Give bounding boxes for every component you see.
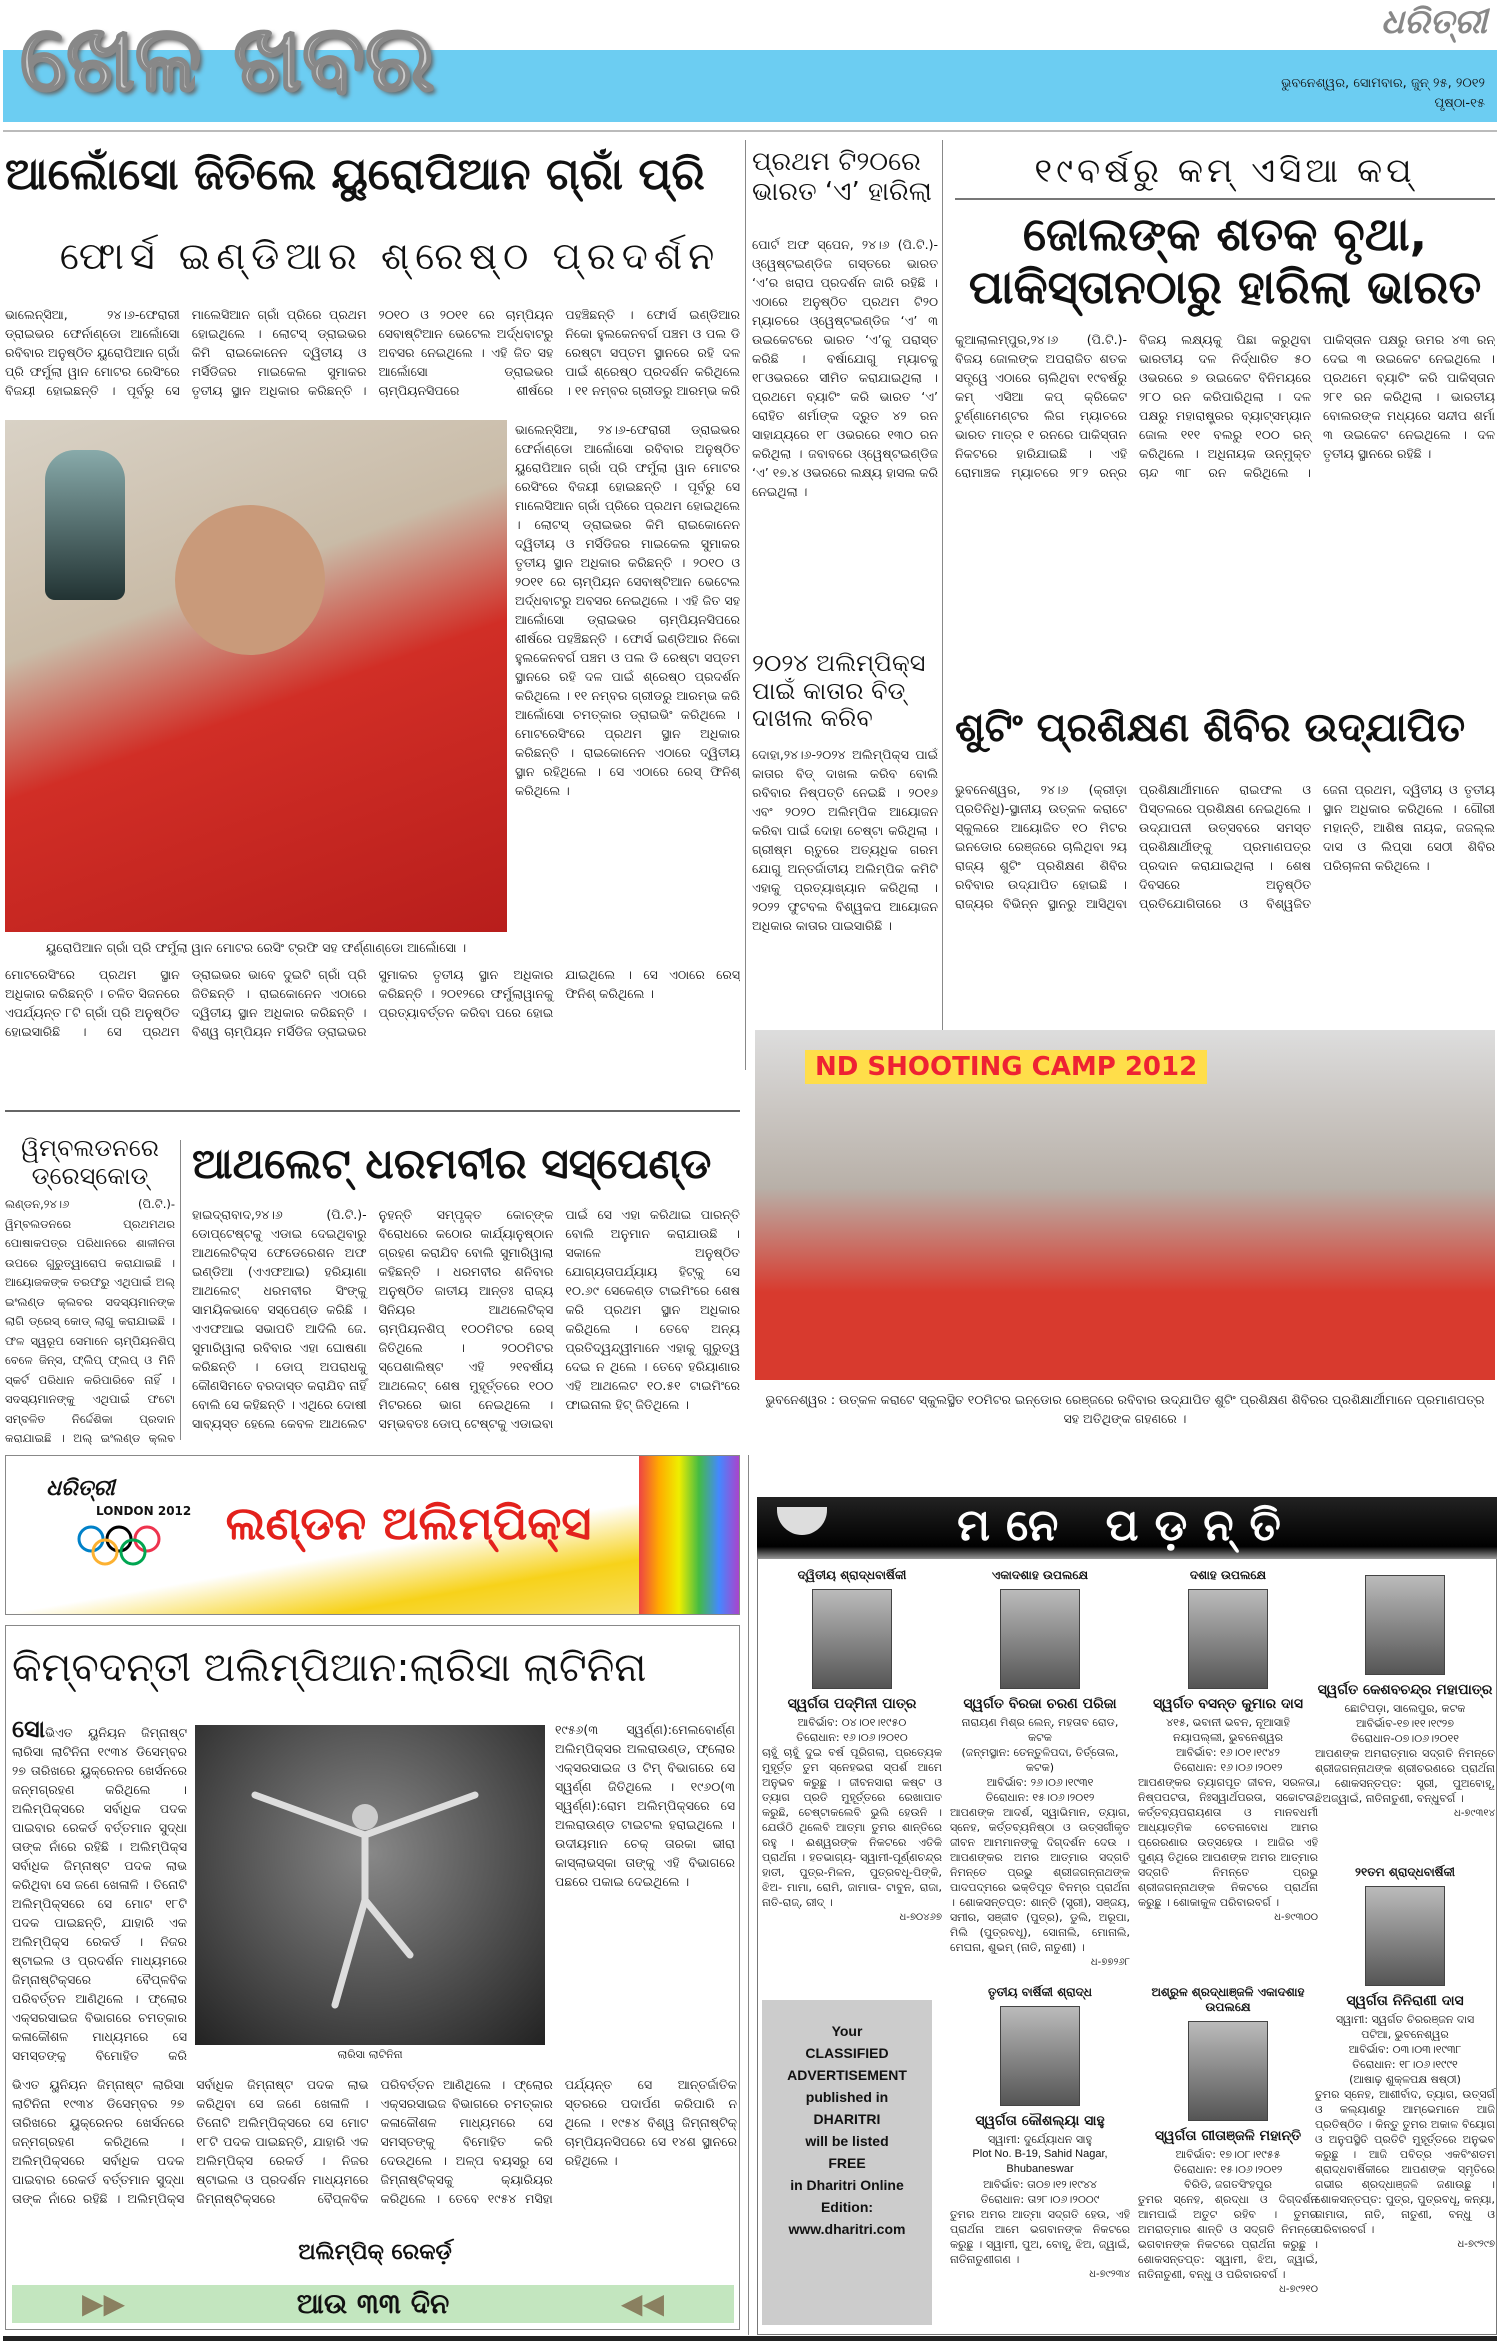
obit-text: ଆପଣଙ୍କ ଆଦର୍ଶ, ସ୍ୱାଭିମାନ, ତ୍ୟାଗ, ସ୍ନେହ, କର୍ତ୍ତବ୍ୟନିଷ୍ଠା ଓ ଉତ୍ସର୍ଗୀକୃତ ଜୀବନ ଆମମାନଙ୍କୁ ଦିଗ୍‌ଦର୍ଶନ ଦେଉ । ଆପଣଙ୍କର ଅମର ଆତ୍ମାର ସଦ୍‌ଗତି ନିମନ୍ତେ ପ୍ରଭୁ ଶ୍ରୀଜଗନ୍ନାଥଙ୍କ ପାଦପଦ୍ମରେ ଭକ୍ତିପୂତ ବିନମ୍ର ପ୍ରାର୍ଥନା । ଶୋକସନ୍ତପ୍ତ: ଶାନ୍ତି (ସ୍ତ୍ରୀ), ସଞ୍ଜୟ, ସମୀର, ସଞ୍ଜୀବ (ପୁତ୍ର), ଡୁଲି, ଅରୂପା, ମିଲି (ପୁତ୍ରବଧୂ), ସୋନାଲି, ମୋନାଲି, ମେଘନା, ଶୁଭମ୍ (ନାତି, ନାତୁଣୀ) । xyxy=(950,1806,1130,1954)
obit-occasion: ଅଶ୍ରୁଳ ଶ୍ରଦ୍ଧାଞ୍ଜଳି ଏକାଦଶାହ ଉପଲକ୍ଷେ xyxy=(1151,1985,1305,2014)
shooting-headline: ଶୁଟିଂ ପ୍ରଶିକ୍ଷଣ ଶିବିର ଉଦ୍‌ଯାପିତ xyxy=(955,705,1466,751)
obit-line: ଆବିର୍ଭାବ: ୦୩।୦୩।୧୯୩୮ xyxy=(1348,2043,1462,2056)
mascots-image xyxy=(639,1456,739,1615)
t20-body: ପୋର୍ଟ ଅଫ ସ୍ପେନ, ୨୪।୬ (ପି.ଟି.)-ଓ୍ୱେଷ୍ଟଇଣ୍ଡିଜ ଗସ୍ତରେ ଭାରତ ‘ଏ’ର ଖରାପ ପ୍ରଦର୍ଶନ ଜାରି ରହିଛି । ଏଠାରେ ଅନୁଷ୍ଠିତ ପ୍ରଥମ ଟି୨୦ ମ୍ୟାଚରେ ଓ୍ୱେଷ୍ଟଇଣ୍ଡିଜ ‘ଏ’ ୩ ଉଇକେଟରେ ଭାରତ ‘ଏ’କୁ ପରାସ୍ତ କରିଛି । ବର୍ଷାଯୋଗୁ ମ୍ୟାଚକୁ ୧୮ଓଭରରେ ସୀମିତ କରାଯାଇଥିଲା । ପ୍ରଥମେ ବ୍ୟାଟିଂ କରି ଭାରତ ‘ଏ’ ରୋହିତ ଶର୍ମାଙ୍କ ଦ୍ରୁତ ୪୨ ରନ ସାହାଯ୍ୟରେ ୧୮ ଓଭରରେ ୧୩୦ ରନ କରିଥିଲା । ଜବାବରେ ଓ୍ୱେଷ୍ଟଇଣ୍ଡିଜ ‘ଏ’ ୧୭.୪ ଓଭରରେ ଲକ୍ଷ୍ୟ ହାସଲ କରି ନେଇଥିଲା । xyxy=(752,237,938,499)
obit-line: ତିରୋଧାନ: ତା୨୮।୦୬।୨୦୦୯ xyxy=(980,2193,1100,2206)
ad-link[interactable]: www.dharitri.com xyxy=(788,2221,906,2237)
obit-line: (ଜନ୍ମସ୍ଥାନ: ତେନ୍ତୁଳିପଦା, ତିର୍ତ୍ତୋଲ, କଟକ) xyxy=(961,1746,1119,1774)
column-rule xyxy=(748,1455,749,2335)
dropcap: ସୋ xyxy=(12,1720,46,1743)
obit-code: ଧ-୭୯୩୦୦ xyxy=(1274,1912,1318,1923)
divider xyxy=(3,130,1497,132)
ad-line: Edition: xyxy=(820,2199,874,2215)
obit-line: ୪୧୫, ଭବାନୀ ଭବନ, ନୂଆସାହି xyxy=(1166,1716,1290,1729)
alonso-headline: ଆଲୋଁସୋ ଜିତିଲେ ୟୁରୋପିଆନ ଗ୍ରାଁ ପ୍ରି xyxy=(5,149,705,200)
obituary xyxy=(762,1568,942,1925)
ad-line: ADVERTISEMENT xyxy=(787,2067,907,2083)
divider xyxy=(5,1110,740,1112)
gymnast-figure xyxy=(195,1725,545,2045)
ad-line: DHARITRI xyxy=(813,2111,881,2127)
obit-line: ଆବିର୍ଭାବ: ତା୦୭।୧୨।୧୯୪୪ xyxy=(983,2178,1097,2191)
qatar-headline: ୨୦୨୪ ଅଲିମ୍ପିକ୍ସ ପାଇଁ କାତାର ବିଡ୍ ଦାଖଲ କରିବ xyxy=(752,649,926,733)
obit-line: ନାରାୟଣ ମିଶ୍ର ଲେନ୍, ମହତାବ ରୋଡ, କଟକ xyxy=(961,1716,1119,1744)
memorial-title: ମନେ ପଡ଼ନ୍ତି xyxy=(957,1500,1297,1551)
obit-code: ଧ-୭୯୨୧୦ xyxy=(1279,2284,1318,2295)
classified-ad[interactable] xyxy=(762,2000,932,2325)
obit-name: ସ୍ୱର୍ଗତ ବସନ୍ତ କୁମାର ଦାସ xyxy=(1153,1696,1303,1712)
divider xyxy=(955,198,1495,200)
column-rule xyxy=(942,140,943,1075)
obit-name: ସ୍ୱର୍ଗତ କେଶବଚନ୍ଦ୍ର ମହାପାତ୍ର xyxy=(1317,1682,1493,1698)
obit-line: ତିରୋଧାନ: ୧୬।୦୬।୨୦୧୨ xyxy=(1173,1761,1283,1774)
obit-line: (ଆଷାଢ଼ ଶୁକ୍ଳପକ୍ଷ ଷଷ୍ଠୀ) xyxy=(1349,2073,1461,2086)
obituary xyxy=(950,1985,1130,2282)
london-olympics-banner xyxy=(5,1455,740,1615)
paper-logo: ଧରିତ୍ରୀ xyxy=(1380,2,1487,42)
alonso-caption: ୟୁରୋପିଆନ ଗ୍ରାଁ ପ୍ରି ଫର୍ମୁଲା ୱାନ ମୋଟର ରେସିଂ ଟ୍ରଫି ସହ ଫର୍ଣ୍ଣାଣ୍ଡୋ ଆଲୋଁସୋ । xyxy=(45,940,467,955)
obit-code: ଧ-୭୯୨୩୪ xyxy=(1089,2269,1130,2280)
olympic-record-subhead: ଅଲିମ୍ପିକ୍ ରେକର୍ଡ଼ xyxy=(298,2240,452,2265)
countdown-bar xyxy=(12,2285,734,2323)
qatar-body: ଦୋହା,୨୪।୬-୨୦୨୪ ଅଲିମ୍ପିକ୍ସ ପାଇଁ କାତାର ବିଡ୍ ଦାଖଲ କରିବ ବୋଲି ରବିବାର ନିଷ୍ପତ୍ତି ନେଇଛି । ୨୦୧୬ ଏବଂ ୨୦୨୦ ଅଲିମ୍ପିକ ଆୟୋଜନ କରିବା ପାଇଁ ଦୋହା ଚେଷ୍ଟା କରିଥିଲା । ଗ୍ରୀଷ୍ମ ଋତୁରେ ଅତ୍ୟଧିକ ଗରମ ଯୋଗୁ ଅନ୍ତର୍ଜାତୀୟ ଅଲିମ୍ପିକ କମିଟି ଏହାକୁ ପ୍ରତ୍ୟାଖ୍ୟାନ କରିଥିଲା । ୨୦୨୨ ଫୁଟବଲ ବିଶ୍ୱକପ ଆୟୋଜନ ଅଧିକାର କାତାର ପାଇସାରିଛି । xyxy=(752,747,938,933)
obit-line: ଆବିର୍ଭାବ: ୧୭।୦୮।୧୯୫୫ xyxy=(1175,2148,1281,2161)
obit-name: ସ୍ୱର୍ଗତ ବିରଜା ଚରଣ ପରିଜା xyxy=(963,1696,1117,1712)
page-number: ପୃଷ୍ଠା-୧୫ xyxy=(1434,96,1485,111)
obit-line: ବିରିଡି, ଜଗତସିଂହପୁର xyxy=(1184,2178,1272,2191)
forward-arrow-icon: ▶▶ xyxy=(82,2287,126,2320)
alonso-photo xyxy=(5,420,507,932)
obit-photo xyxy=(1000,2006,1080,2106)
obituary xyxy=(1138,1985,1318,2297)
latynina-body-right: ୧୯୫୬(୩ ସ୍ୱର୍ଣ୍ଣ):ମେଲବୋର୍ଣ୍ଣ ଅଲିମ୍ପିକ୍ସର ଅଲରାଉଣ୍ଡ, ଫ୍ଲୋର ଏକ୍ସରସାଇଜ ଓ ଟିମ୍ ବିଭାଗରେ ସେ ସ୍ୱର୍ଣ୍ଣ ଜିତିଥିଲେ । ୧୯୬୦(୩ ସ୍ୱର୍ଣ୍ଣ):ରୋମ ଅଲିମ୍ପିକ୍ସରେ ସେ ଅଲରାଉଣ୍ଡ ଟାଇଟଲ ହରାଇଥିଲେ । ଉଦୀୟମାନ ଚେକ୍ ତାରକା ଭୀରା କାସ୍ଲାଭସ୍କା ତାଙ୍କୁ ଏହି ବିଭାଗରେ ପଛରେ ପକାଇ ଦେଇଥିଲେ । xyxy=(555,1722,735,1889)
wimbledon-headline: ୱିମ୍ବଲଡନରେ ଡ୍ରେସ୍‌କୋଡ୍ xyxy=(21,1134,159,1190)
ad-line: CLASSIFIED xyxy=(805,2045,889,2061)
obit-line: ଛୋଟିପଡ଼ା, ସାଲେପୁର, କଟକ xyxy=(1344,1702,1466,1715)
alonso-body-bottom: ମୋଟରେସିଂରେ ପ୍ରଥମ ସ୍ଥାନ ଅଧିକାର କରିଛନ୍ତି । ଚଳିତ ସିଜନରେ ଏପର୍ଯ୍ୟନ୍ତ ୮ଟି ଗ୍ରାଁ ପ୍ରି ଅନୁଷ୍ଠିତ ହୋଇସାରିଛି । ସେ ପ୍ରଥମ ଡ୍ରାଇଭର ଭାବେ ଦୁଇଟି ଗ୍ରାଁ ପ୍ରି ଜିତିଛନ୍ତି । ରାଇକୋନେନ ଏଠାରେ ଦ୍ୱିତୀୟ ସ୍ଥାନ ଅଧିକାର କରିଛନ୍ତି । ବିଶ୍ୱ ଚାମ୍ପିୟନ ମର୍ସିଡିଜ ଡ୍ରାଇଭର ସୁମାକର ତୃତୀୟ ସ୍ଥାନ ଅଧିକାର କରିଛନ୍ତି । ୨୦୧୨ରେ ଫର୍ମୁଲାୱାନକୁ ପ୍ରତ୍ୟାବର୍ତ୍ତନ କରିବା ପରେ ହୋଇ ଯାଇଥିଲେ । ସେ ଏଠାରେ ରେସ୍ ଫିନିଶ୍ କରିଥିଲେ । xyxy=(5,967,740,1039)
obit-line: ତିରୋଧାନ: ୧୮।୦୬।୧୯୯୧ xyxy=(1352,2058,1458,2071)
obit-text: ଆପଣଙ୍କ ଅମରାତ୍ମାର ସଦ୍‌ଗତି ନିମନ୍ତେ ଶ୍ରୀଜଗନ୍ନାଥଙ୍କ ଶ୍ରୀଚରଣରେ ପ୍ରାର୍ଥନା । ଶୋକସନ୍ତପ୍ତ: ସ୍ତ୍ରୀ, ପୁଅବୋହୂ, ଝିଅଜ୍ୱାଇଁ, ନାତିନାତୁଣୀ, ବନ୍ଧୁବର୍ଗ । xyxy=(1315,1747,1495,1805)
ad-line: published in xyxy=(805,2089,889,2105)
latynina-body-left xyxy=(12,1720,187,2062)
bottom-rule xyxy=(3,2336,1497,2341)
obit-text: ତୁମର ସ୍ନେହ, ଶ୍ରଦ୍ଧା ଓ ଦିଗ୍‌ଦର୍ଶନ ଆମପାଇଁ ଅତୁଟ ରହିବ । ତୁମର ଅମରାତ୍ମାର ଶାନ୍ତି ଓ ସଦ୍‌ଗତି ନିମନ୍ତେ ଭଗବାନଙ୍କ ନିକଟରେ ପ୍ରାର୍ଥନା କରୁଛୁ । ଶୋକସନ୍ତପ୍ତ: ସ୍ୱାମୀ, ଝିଅ, ଜ୍ୱାଇଁ, ନାତିନାତୁଣୀ, ବନ୍ଧୁ ଓ ପରିବାରବର୍ଗ । xyxy=(1138,2193,1318,2281)
obit-occasion: ଏକାଦଶାହ ଉପଲକ୍ଷେ xyxy=(991,1568,1089,1582)
obit-photo xyxy=(812,1589,892,1689)
obit-line: ସ୍ୱାମୀ: ସ୍ୱର୍ଗତ ଚିରରଞ୍ଜନ ଦାସ xyxy=(1335,2013,1475,2026)
camp-banner: ND SHOOTING CAMP 2012 xyxy=(805,1050,1207,1084)
ad-line: FREE xyxy=(828,2155,866,2171)
asia-kicker: ୧୯ବର୍ଷରୁ କମ୍ ଏସିଆ କପ୍ xyxy=(1034,151,1416,191)
obit-occasion: ଦ୍ୱିତୀୟ ଶ୍ରାଦ୍ଧବାର୍ଷିକୀ xyxy=(797,1568,907,1582)
column-rule xyxy=(745,140,746,1070)
ad-line: Your xyxy=(831,2023,863,2039)
obit-photo xyxy=(1365,1886,1445,1986)
obit-code: ଧ-୭୭୨୬୮ xyxy=(1090,1957,1130,1968)
obit-name: ସ୍ୱର୍ଗତା ଗୀତାଞ୍ଜଳି ମହାନ୍ତି xyxy=(1154,2128,1302,2144)
obit-line: ତିରୋଧାନ: ୧୬।୦୬।୨୦୧୦ xyxy=(796,1731,908,1744)
shooting-photo xyxy=(755,1030,1495,1380)
shooting-body: ଭୁବନେଶ୍ୱର, ୨୪।୬ (କ୍ରୀଡ଼ା ପ୍ରତିନିଧି)-ସ୍ଥାନୀୟ ଉତ୍କଳ କରାଟେ ସ୍କୁଲରେ ଆୟୋଜିତ ୧୦ ମିଟର ଇନଡୋର ରେଞ୍ଜରେ ଚାଲିଥିବା ୨ୟ ରାଜ୍ୟ ଶୁଟିଂ ପ୍ରଶିକ୍ଷଣ ଶିବିର ରବିବାର ଉଦ୍‌ଯାପିତ ହୋଇଛି । ରାଜ୍ୟର ବିଭିନ୍ନ ସ୍ଥାନରୁ ଆସିଥିବା ପ୍ରଶିକ୍ଷାର୍ଥୀମାନେ ରାଇଫଲ ଓ ପିସ୍ତଲରେ ପ୍ରଶିକ୍ଷଣ ନେଇଥିଲେ । ଉଦ୍‌ଯାପନୀ ଉତ୍ସବରେ ସମସ୍ତ ପ୍ରଶିକ୍ଷାର୍ଥୀଙ୍କୁ ପ୍ରମାଣପତ୍ର ପ୍ରଦାନ କରାଯାଇଥିଲା । ଶେଷ ଦିବସରେ ଅନୁଷ୍ଠିତ ପ୍ରତିଯୋଗିତାରେ ଓ ବିଶ୍ୱଜିତ ଜେନା ପ୍ରଥମ, ଦ୍ୱିତୀୟ ଓ ତୃତୀୟ ସ୍ଥାନ ଅଧିକାର କରିଥିଲେ । ଗୌରୀ ମହାନ୍ତି, ଆଶିଷ ନାୟକ, ଜଜଲ୍ଲ ଦାସ ଓ ଲିପ୍ସା ସେଠୀ ଶିବିର ପରିଚାଳନା କରିଥିଲେ । xyxy=(955,782,1495,911)
london-2012-logo: LONDON 2012 xyxy=(96,1504,192,1518)
driver-face xyxy=(175,505,325,655)
wimbledon-body: ଲଣ୍ଡନ,୨୪।୬ (ପି.ଟି.)-ୱିମ୍ବଲଡନରେ ପ୍ରଥମଥର ପୋଷାକପତ୍ର ପରିଧାନରେ ଶାଳୀନତା ଉପରେ ଗୁରୁତ୍ୱାରୋପ କରାଯାଇଛି । ଆୟୋଜକଙ୍କ ତରଫରୁ ଏଥିପାଇଁ ଅଲ୍ ଇଂଲଣ୍ଡ କ୍ଲବର ସଦସ୍ୟମାନଙ୍କ ଲାଗି ଡ୍ରେସ୍ କୋଡ୍ ଲାଗୁ କରାଯାଇଛି । ଫଳ ସ୍ୱରୂପ ସେମାନେ ଚାମ୍ପିୟନଶିପ୍ ବେଳେ ଜିନ୍ସ, ଫ୍ଲିପ୍ ଫ୍ଲପ୍ ଓ ମିନି ସ୍କର୍ଟ ପରିଧାନ କରିପାରିବେ ନାହିଁ । ସଦସ୍ୟମାନଙ୍କୁ ଏଥିପାଇଁ ଫଟୋ ସମ୍ବଳିତ ନିର୍ଦ୍ଦେଶିକା ପ୍ରଦାନ କରାଯାଇଛି । ଅଲ୍ ଇଂଲଣ୍ଡ କ୍ଲବ xyxy=(5,1197,175,1445)
obit-photo xyxy=(1188,1589,1268,1689)
obituary xyxy=(1315,1865,1495,2252)
back-arrow-icon: ◀◀ xyxy=(620,2287,664,2320)
obit-photo xyxy=(1188,2021,1268,2121)
obit-code: ଧ-୭୯୩୧୪ xyxy=(1454,1808,1495,1819)
obit-occasion: ଦଶାହ ଉପଲକ୍ଷେ xyxy=(1189,1568,1267,1582)
obituary xyxy=(1138,1568,1318,1925)
obit-text: ଆପଣଙ୍କର ତ୍ୟାଗପୂତ ଜୀବନ, ସରଳତା, ନିଷ୍ପପଟତା, ନିଃସ୍ୱାର୍ଥପରତା, ସଚ୍ଚୋଟତା, କର୍ତ୍ତବ୍ୟପରାୟଣତା ଓ ମାନବଧର୍ମୀ ଆଧ୍ୟାତ୍ମିକ ଚେତନାବୋଧ ଆମର ପ୍ରେରଣାର ଉତ୍ସହେଉ । ଆଜିର ଏହି ପୁଣ୍ୟ ତିଥିରେ ଆପଣଙ୍କ ଅମର ଆତ୍ମାର ସଦ୍‌ଗତି ନିମନ୍ତେ ପ୍ରଭୁ ଶ୍ରୀଜଗନ୍ନାଥଙ୍କ ନିକଟରେ ପ୍ରାର୍ଥନା କରୁଛୁ । ଶୋକାକୁଳ ପରିବାରବର୍ଗ । xyxy=(1138,1776,1318,1909)
obit-photo xyxy=(1365,1575,1445,1675)
lamp-icon xyxy=(777,1507,827,1535)
obit-name: ସ୍ୱର୍ଗତା କୌଶଲ୍ୟା ସାହୁ xyxy=(975,2113,1105,2129)
obit-code: ଧ-୭୯୨୯୭ xyxy=(1457,2239,1495,2250)
obit-code: ଧ-୭୦୪୬୭ xyxy=(899,1912,942,1923)
shooting-caption: ଭୁବନେଶ୍ୱର : ଉତ୍କଳ କରାଟେ ସ୍କୁଲସ୍ଥିତ ୧୦ମିଟର ଇନ୍‌ଡୋର ରେଞ୍ଜରେ ରବିବାର ଉଦ୍‌ଯାପିତ ଶୁଟିଂ ପ୍ରଶିକ୍ଷଣ ଶିବିରର ପ୍ରଶିକ୍ଷାର୍ଥୀମାନେ ପ୍ରମାଣପତ୍ର ସହ ଅତିଥିଙ୍କ ଗହଣରେ । xyxy=(765,1392,1485,1426)
asia-body: କୁଆଲାଲମ୍ପୁର,୨୪।୬ (ପି.ଟି.)-ବିଜୟ ଜୋଲଙ୍କ ଅପରାଜିତ ଶତକ ସତ୍ତ୍ୱେ ଏଠାରେ ଚାଲିଥିବା ୧୯ବର୍ଷରୁ କମ୍ ଏସିଆ କପ୍ କ୍ରିକେଟ ଟୁର୍ଣ୍ଣାମେଣ୍ଟର ଲିଗ ମ୍ୟାଚରେ ଭାରତ ମାତ୍ର ୧ ରନରେ ପାକିସ୍ତାନ ନିକଟରେ ହାରିଯାଇଛି । ଏହି ରୋମାଞ୍ଚକ ମ୍ୟାଚରେ ୨୮୨ ରନ୍‌ର ବିଜୟ ଲକ୍ଷ୍ୟକୁ ପିଛା କରୁଥିବା ଭାରତୀୟ ଦଳ ନିର୍ଦ୍ଧାରିତ ୫୦ ଓଭରରେ ୭ ଉଇକେଟ ବିନିମୟରେ ୨୮୦ ରନ କରିପାରିଥିଲା । ଦଳ ପକ୍ଷରୁ ମହାରାଷ୍ଟ୍ରର ବ୍ୟାଟ୍ସମ୍ୟାନ ଜୋଲ ୧୧୧ ବଲରୁ ୧୦୦ ରନ୍ କରିଥିଲେ । ଅଧିନାୟକ ଉନ୍ମୁକ୍ତ ଚାନ୍ଦ ୩୮ ରନ କରିଥିଲେ । ପାକିସ୍ତାନ ପକ୍ଷରୁ ଉମର ୪୩ ରନ୍ ଦେଇ ୩ ଉଇକେଟ ନେଇଥିଲେ । ପ୍ରଥମେ ବ୍ୟାଟିଂ କରି ପାକିସ୍ତାନ ୨୮୧ ରନ କରିଥିଲା । ଭାରତୀୟ ବୋଲରଙ୍କ ମଧ୍ୟରେ ସନ୍ଦୀପ ଶର୍ମା ୩ ଉଇକେଟ ନେଇଥିଲେ । ଦଳ ତୃତୀୟ ସ୍ଥାନରେ ରହିଛି । xyxy=(955,332,1495,480)
obit-line: ଆବିର୍ଭାବ: ୨୬।୦୬।୧୯୩୧ xyxy=(986,1776,1094,1789)
latynina-caption: ଲାରିସା ଲାଟିନିନା xyxy=(337,2048,403,2061)
obit-text: ତୁମର ଅମର ଆତ୍ମା ସଦ୍‌ଗତି ହେଉ, ଏହି ପ୍ରାର୍ଥନା ଆମେ ଭଗବାନଙ୍କ ନିକଟରେ କରୁଛୁ । ସ୍ୱାମୀ, ପୁଅ, ବୋହୂ, ଝିଅ, ଜ୍ୱାଇଁ, ନାତିନାତୁଣୀଗଣ । xyxy=(950,2208,1130,2266)
obituary xyxy=(950,1568,1130,1970)
dharambir-headline: ଆଥଲେଟ୍ ଧରମବୀର ସସ୍‌ପେଣ୍ଡ xyxy=(192,1139,712,1188)
alonso-body: ଭାଲେନ୍ସିଆ, ୨୪।୬-ଫେରାରୀ ଡ୍ରାଇଭର ଫେର୍ନାଣ୍ଡୋ ଆଲୋଁସୋ ରବିବାର ଅନୁଷ୍ଠିତ ୟୁରୋପିଆନ ଗ୍ରାଁ ପ୍ରି ଫର୍ମୁଲା ୱାନ ମୋଟର ରେସିଂରେ ବିଜୟୀ ହୋଇଛନ୍ତି । ପୂର୍ବରୁ ସେ ମାଲେସିଆନ ଗ୍ରାଁ ପ୍ରିରେ ପ୍ରଥମ ହୋଇଥିଲେ । ଲୋଟସ୍ ଡ୍ରାଇଭର କିମି ରାଇକୋନେନ ଦ୍ୱିତୀୟ ଓ ମର୍ସିଡିଜର ମାଇକେଲ ସୁମାକର ତୃତୀୟ ସ୍ଥାନ ଅଧିକାର କରିଛନ୍ତି । ୨୦୧୦ ଓ ୨୦୧୧ ରେ ଚାମ୍ପିୟନ ସେବାଷ୍ଟିଆନ ଭେଟେଲ ଅର୍ଦ୍ଧବାଟରୁ ଅବସର ନେଇଥିଲେ । ଏହି ଜିତ ସହ ଆଲୋଁସୋ ଡ୍ରାଇଭର ଚାମ୍ପିୟନସିପରେ ଶୀର୍ଷରେ ପହଞ୍ଚିଛନ୍ତି । ଫୋର୍ସ ଇଣ୍ଡିଆର ନିକୋ ହୁଲକେନବର୍ଗ ପଞ୍ଚମ ଓ ପଲ ଡି ରେଷ୍ଟା ସପ୍ତମ ସ୍ଥାନରେ ରହି ଦଳ ପାଇଁ ଶ୍ରେଷ୍ଠ ପ୍ରଦର୍ଶନ କରିଥିଲେ । ୧୧ ନମ୍ବର ଗ୍ରୀଡରୁ ଆରମ୍ଭ କରି xyxy=(5,307,740,398)
obit-line: Bhubaneswar xyxy=(1006,2163,1074,2175)
olympic-rings-icon xyxy=(76,1521,166,1571)
obit-text: ତୁମର ସ୍ନେହ, ଆଶୀର୍ବାଦ, ତ୍ୟାଗ, ଉତ୍ସର୍ଗ ଓ କଲ୍ୟାଣରୁ ଆମ୍ଭେମାନେ ଆଜି ପ୍ରତିଷ୍ଠିତ । କିନ୍ତୁ ତୁମର ଅକାଳ ବିୟୋଗ ଓ ଅନୁପସ୍ଥିତି ପ୍ରତିଟି ମୁହୂର୍ତ୍ତରେ ଅନୁଭବ କରୁଛୁ । ଆଜି ପବିତ୍ର ଏକବିଂଶତମ ଶ୍ରାଦ୍ଧବାର୍ଷିକୀରେ ଆପଣଙ୍କ ସ୍ମୃତିରେ ଗଭୀର ଶ୍ରଦ୍ଧାଞ୍ଜଳି ଜଣାଉଛୁ । ଶୋକସନ୍ତପ୍ତ: ପୁତ୍ର, ପୁତ୍ରବଧୂ, କନ୍ୟା, ଜାମାତା, ନାତି, ନାତୁଣୀ, ବନ୍ଧୁ ଓ ପରିବାରବର୍ଗ । xyxy=(1315,2088,1495,2236)
obit-name: ସ୍ୱର୍ଗତା ନିନିରାଣୀ ଦାସ xyxy=(1346,1993,1464,2009)
obit-line: ପଟିଆ, ଭୁବନେଶ୍ୱର xyxy=(1361,2028,1449,2041)
memorial-header xyxy=(757,1497,1497,1559)
t20-headline: ପ୍ରଥମ ଟି୨୦ରେ ଭାରତ ‘ଏ’ ହାରିଲା xyxy=(752,147,932,207)
dateline xyxy=(1281,74,1485,114)
column-rule xyxy=(180,1140,181,1440)
latynina-body-bottom: ଭିଏତ ୟୁନିୟନ ଜିମ୍ନାଷ୍ଟ ଲାରିସା ଲାଟିନିନା ୧୯୩୪ ଡିସେମ୍ବର ୨୭ ତାରିଖରେ ୟୁକ୍ରେନର ଖେର୍ସନରେ ଜନ୍ମଗ୍ରହଣ କରିଥିଲେ । ଅଲିମ୍ପିକ୍ସରେ ସର୍ବାଧିକ ପଦକ ପାଇବାର ରେକର୍ଡ ବର୍ତ୍ତମାନ ସୁଦ୍ଧା ତାଙ୍କ ନାଁରେ ରହିଛି । ଅଲିମ୍ପିକ୍ସ ସର୍ବାଧିକ ଜିମ୍ନାଷ୍ଟ ପଦକ ଲାଭ କରିଥିବା ସେ ଜଣେ ଖେଳାଳି । ତିନୋଟି ଅଲିମ୍ପିକ୍ସରେ ସେ ମୋଟ ୧୮ଟି ପଦକ ପାଇଛନ୍ତି, ଯାହାରି ଏକ ଅଲିମ୍ପିକ୍ସ ରେକର୍ଡ । ନିଜର ଷ୍ଟାଇଲ ଓ ପ୍ରଦର୍ଶନ ମାଧ୍ୟମରେ ଜିମ୍ନାଷ୍ଟିକ୍ସରେ ବୈପ୍ଳବିକ ପରିବର୍ତ୍ତନ ଆଣିଥିଲେ । ଫ୍ଲୋର ଏକ୍ସରସାଇଜ ବିଭାଗରେ ଚମତ୍କାର କଳାକୌଶଳ ମାଧ୍ୟମରେ ସେ ସମସ୍ତଙ୍କୁ ବିମୋହିତ କରି ଦେଉଥିଲେ । ଅଳ୍ପ ବୟସରୁ ସେ ଜିମ୍ନାଷ୍ଟିକ୍ସକୁ କ୍ୟାରିୟର କରିଥିଲେ । ତେବେ ୧୯୫୪ ମସିହା ପର୍ଯ୍ୟନ୍ତ ସେ ଆନ୍ତର୍ଜାତିକ ସ୍ତରରେ ପଦାର୍ପଣ କରିପାରି ନ ଥିଲେ । ୧୯୫୪ ବିଶ୍ୱ ଜିମ୍ନାଷ୍ଟିକ୍ ଚାମ୍ପିୟନସିପରେ ସେ ୧୪ଶ ସ୍ଥାନରେ ରହିଥିଲେ । xyxy=(12,2077,737,2206)
asia-headline: ଜୋଲଙ୍କ ଶତକ ବୃଥା, ପାକିସ୍ତାନଠାରୁ ହାରିଲା ଭାରତ xyxy=(968,207,1482,314)
obit-line: ଆବିର୍ଭାବ: ୧୬।୦୧।୧୯୪୨ xyxy=(1176,1746,1280,1759)
obituary xyxy=(1315,1575,1495,1821)
banner-paper-logo: ଧରିତ୍ରୀ xyxy=(46,1476,115,1501)
obit-line: ଆବିର୍ଭାବ: ୦୪।୦୧।୧୯୫୦ xyxy=(797,1716,907,1729)
obit-line: ସ୍ୱାମୀ: ଦୁର୍ଯ୍ୟୋଧନ ସାହୁ xyxy=(988,2133,1092,2146)
obit-text: ଚାହୁଁ ଚାହୁଁ ଦୁଇ ବର୍ଷ ପୂରିଗଲା, ପ୍ରତ୍ୟେକ ମୁହୂର୍ତ୍ତ ତୁମ ସ୍ନେହଭରା ସ୍ପର୍ଶ ଆମେ ଅନୁଭବ କରୁଛୁ । ଜୀବନସାରା କଷ୍ଟ ଓ ତ୍ୟାଗ ପ୍ରତି ମୁହୂର୍ତ୍ତରେ ରେଖାପାତ କରୁଛି, ଚେଷ୍ଟାକଲେବି ଭୁଲି ହେଉନି । ଯେଉଁଠି ଥିଲେବି ଆତ୍ମା ତୁମର ଶାନ୍ତିରେ ରହୁ । ଈଶ୍ୱରଙ୍କ ନିକଟରେ ଏତିକି ପ୍ରାର୍ଥନା । ହତଭାଗ୍ୟ- ସ୍ୱାମୀ-ପୂର୍ଣ୍ଣଚନ୍ଦ୍ର ହାତୀ, ପୁତ୍ର-ମିଳନ, ପୁତ୍ରବଧୂ-ପିଙ୍କି, ଝିଅ- ମାମା, ରୋମି, ଜାମାତା- ଟାବୁନ, ରାଜା, ନାତି-ରାଜ୍, ରୀଦ୍ । xyxy=(762,1746,942,1909)
alonso-body-side: ଭାଲେନ୍ସିଆ, ୨୪।୬-ଫେରାରୀ ଡ୍ରାଇଭର ଫେର୍ନାଣ୍ଡୋ ଆଲୋଁସୋ ରବିବାର ଅନୁଷ୍ଠିତ ୟୁରୋପିଆନ ଗ୍ରାଁ ପ୍ରି ଫର୍ମୁଲା ୱାନ ମୋଟର ରେସିଂରେ ବିଜୟୀ ହୋଇଛନ୍ତି । ପୂର୍ବରୁ ସେ ମାଲେସିଆନ ଗ୍ରାଁ ପ୍ରିରେ ପ୍ରଥମ ହୋଇଥିଲେ । ଲୋଟସ୍ ଡ୍ରାଇଭର କିମି ରାଇକୋନେନ ଦ୍ୱିତୀୟ ଓ ମର୍ସିଡିଜର ମାଇକେଲ ସୁମାକର ତୃତୀୟ ସ୍ଥାନ ଅଧିକାର କରିଛନ୍ତି । ୨୦୧୦ ଓ ୨୦୧୧ ରେ ଚାମ୍ପିୟନ ସେବାଷ୍ଟିଆନ ଭେଟେଲ ଅର୍ଦ୍ଧବାଟରୁ ଅବସର ନେଇଥିଲେ । ଏହି ଜିତ ସହ ଆଲୋଁସୋ ଡ୍ରାଇଭର ଚାମ୍ପିୟନସିପରେ ଶୀର୍ଷରେ ପହଞ୍ଚିଛନ୍ତି । ଫୋର୍ସ ଇଣ୍ଡିଆର ନିକୋ ହୁଲକେନବର୍ଗ ପଞ୍ଚମ ଓ ପଲ ଡି ରେଷ୍ଟା ସପ୍ତମ ସ୍ଥାନରେ ରହି ଦଳ ପାଇଁ ଶ୍ରେଷ୍ଠ ପ୍ରଦର୍ଶନ କରିଥିଲେ । ୧୧ ନମ୍ବର ଗ୍ରୀଡରୁ ଆରମ୍ଭ କରି ଆଲୋଁସୋ ଚମତ୍କାର ଡ୍ରାଇଭିଂ କରିଥିଲେ । ମୋଟରେସିଂରେ ପ୍ରଥମ ସ୍ଥାନ ଅଧିକାର କରିଛନ୍ତି । ରାଇକୋନେନ ଏଠାରେ ଦ୍ୱିତୀୟ ସ୍ଥାନ ରହିଥିଲେ । ସେ ଏଠାରେ ରେସ୍ ଫିନିଶ୍ କରିଥିଲେ । xyxy=(515,422,740,798)
date: ଭୁବନେଶ୍ୱର, ସୋମବାର, ଜୁନ୍ ୨୫, ୨୦୧୨ xyxy=(1281,76,1485,91)
obit-line: ତିରୋଧାନ: ୧୫।୦୬।୨୦୧୨ xyxy=(985,1791,1095,1804)
latynina-headline: କିମ୍ବଦନ୍ତୀ ଅଲିମ୍ପିଆନ:ଲାରିସା ଲାଟିନିନା xyxy=(12,1645,647,1691)
obit-line: ନୟାପଲ୍ଲୀ, ଭୁବନେଶ୍ୱର xyxy=(1173,1731,1283,1744)
latynina-photo xyxy=(195,1725,545,2045)
obit-line: ଆବିର୍ଭାବ-୧୭।୧୧।୧୯୨୭ xyxy=(1355,1717,1455,1730)
section-title: ଖେଳ ଖବର xyxy=(20,5,435,112)
obit-occasion: ୨୧ତମ ଶ୍ରାଦ୍ଧବାର୍ଷିକୀ xyxy=(1354,1865,1456,1879)
obit-name: ସ୍ୱର୍ଗତା ପଦ୍ମିନୀ ପାତ୍ର xyxy=(787,1696,917,1712)
obit-line: Plot No. B-19, Sahid Nagar, xyxy=(972,2148,1108,2160)
alonso-subhead: ଫୋର୍ସ ଇଣ୍ଡିଆର ଶ୍ରେଷ୍ଠ ପ୍ରଦର୍ଶନ xyxy=(59,234,721,278)
ad-line: in Dharitri Online xyxy=(790,2177,904,2193)
countdown-text: ଆଉ ୩୩ ଦିନ xyxy=(296,2287,450,2320)
obit-line: ତିରୋଧାନ-୦୭।୦୬।୨୦୧୧ xyxy=(1351,1732,1459,1745)
obit-occasion: ତୃତୀୟ ବାର୍ଷିକୀ ଶ୍ରାଦ୍ଧ xyxy=(987,1985,1093,1999)
obit-line: ତିରୋଧାନ: ୧୫।୦୬।୨୦୧୨ xyxy=(1173,2163,1283,2176)
banner-title: ଲଣ୍ଡନ ଅଲିମ୍ପିକ୍ସ xyxy=(225,1496,592,1550)
ad-line: will be listed xyxy=(805,2133,889,2149)
trophy-icon xyxy=(45,450,125,600)
obit-photo xyxy=(1000,1589,1080,1689)
dharambir-body: ହାଇଦ୍ରାବାଦ,୨୪।୬ (ପି.ଟି.)-ଡୋପ୍‌ଟେଷ୍ଟକୁ ଏଡାଇ ଦେଇଥିବାରୁ ଆଥଲେଟିକ୍ସ ଫେଡେରେଶନ ଅଫ ଇଣ୍ଡିଆ (ଏଏଫଆଇ) ହରିୟାଣା ଆଥଲେଟ୍ ଧରମବୀର ସିଂଙ୍କୁ ସାମୟିକଭାବେ ସସ୍‌ପେଣ୍ଡ କରିଛି । ଏଏଫଆଇ ସଭାପତି ଆଦିଲି ଜେ. ସୁମାରିୱାଲା ରବିବାର ଏହା ଘୋଷଣା କରିଛନ୍ତି । ଡୋପ୍ ଅପରାଧକୁ କୌଣସିମତେ ବରଦାସ୍ତ କରାଯିବ ନାହିଁ ବୋଲି ସେ କହିଛନ୍ତି । ଏଥିରେ ଦୋଷୀ ସାବ୍ୟସ୍ତ ହେଲେ କେବଳ ଆଥଲେଟ ନୁହନ୍ତି ସମ୍ପୃକ୍ତ କୋଚ୍‌ଙ୍କ ବିରୋଧରେ କଠୋର କାର୍ଯ୍ୟାନୁଷ୍ଠାନ ଗ୍ରହଣ କରାଯିବ ବୋଲି ସୁମାରିୱାଲା କହିଛନ୍ତି । ଧରମବୀର ଶନିବାର ଅନୁଷ୍ଠିତ ଜାତୀୟ ଆନ୍ତଃ ରାଜ୍ୟ ସିନିୟର ଆଥଲେଟିକ୍ସ ଚାମ୍ପିୟନଶିପ୍ ୧୦୦ମିଟର ରେସ୍ ଜିତିଥିଲେ । ୨୦୦ମିଟର ସ୍ପେଶାଲିଷ୍ଟ ଏହି ୨୧ବର୍ଷୀୟ ଆଥଲେଟ୍ ଶେଷ ମୁହୂର୍ତ୍ତରେ ୧୦୦ ମିଟରରେ ଭାଗ ନେଇଥିଲେ । ସମ୍ଭବତଃ ଡୋପ୍ ଟେଷ୍ଟକୁ ଏଡାଇବା ପାଇଁ ସେ ଏହା କରିଥାଇ ପାରନ୍ତି ବୋଲି ଅନୁମାନ କରାଯାଉଛି । ସକାଳେ ଅନୁଷ୍ଠିତ ଯୋଗ୍ୟତାପର୍ଯ୍ୟାୟ ହିଟ୍‌କୁ ସେ ୧୦.୬୯ ସେକେଣ୍ଡ ଟାଇମିଂରେ ଶେଷ କରି ପ୍ରଥମ ସ୍ଥାନ ଅଧିକାର କରିଥିଲେ । ତେବେ ଅନ୍ୟ ପ୍ରତିଦ୍ୱନ୍ଦ୍ୱୀମାନେ ଏହାକୁ ଗୁରୁତ୍ୱ ଦେଇ ନ ଥିଲେ । ତେବେ ହରିୟାଣାର ଏହି ଆଥଲେଟ ୧୦.୫୧ ଟାଇମିଂରେ ଫାଇନାଲ ହିଟ୍ ଜିତିଥିଲେ । xyxy=(192,1207,740,1431)
latynina-text: ଭିଏତ ୟୁନିୟନ ଜିମ୍ନାଷ୍ଟ ଲାରିସା ଲାଟିନିନା ୧୯୩୪ ଡିସେମ୍ବର ୨୭ ତାରିଖରେ ୟୁକ୍ରେନର ଖେର୍ସନରେ ଜନ୍ମଗ୍ରହଣ କରିଥିଲେ । ଅଲିମ୍ପିକ୍ସରେ ସର୍ବାଧିକ ପଦକ ପାଇବାର ରେକର୍ଡ ବର୍ତ୍ତମାନ ସୁଦ୍ଧା ତାଙ୍କ ନାଁରେ ରହିଛି । ଅଲିମ୍ପିକ୍ସ ସର୍ବାଧିକ ଜିମ୍ନାଷ୍ଟ ପଦକ ଲାଭ କରିଥିବା ସେ ଜଣେ ଖେଳାଳି । ତିନୋଟି ଅଲିମ୍ପିକ୍ସରେ ସେ ମୋଟ ୧୮ଟି ପଦକ ପାଇଛନ୍ତି, ଯାହାରି ଏକ ଅଲିମ୍ପିକ୍ସ ରେକର୍ଡ । ନିଜର ଷ୍ଟାଇଲ ଓ ପ୍ରଦର୍ଶନ ମାଧ୍ୟମରେ ଜିମ୍ନାଷ୍ଟିକ୍ସରେ ବୈପ୍ଳବିକ ପରିବର୍ତ୍ତନ ଆଣିଥିଲେ । ଫ୍ଲୋର ଏକ୍ସରସାଇଜ ବିଭାଗରେ ଚମତ୍କାର କଳାକୌଶଳ ମାଧ୍ୟମରେ ସେ ସମସ୍ତଙ୍କୁ ବିମୋହିତ କରି xyxy=(12,1725,187,2062)
